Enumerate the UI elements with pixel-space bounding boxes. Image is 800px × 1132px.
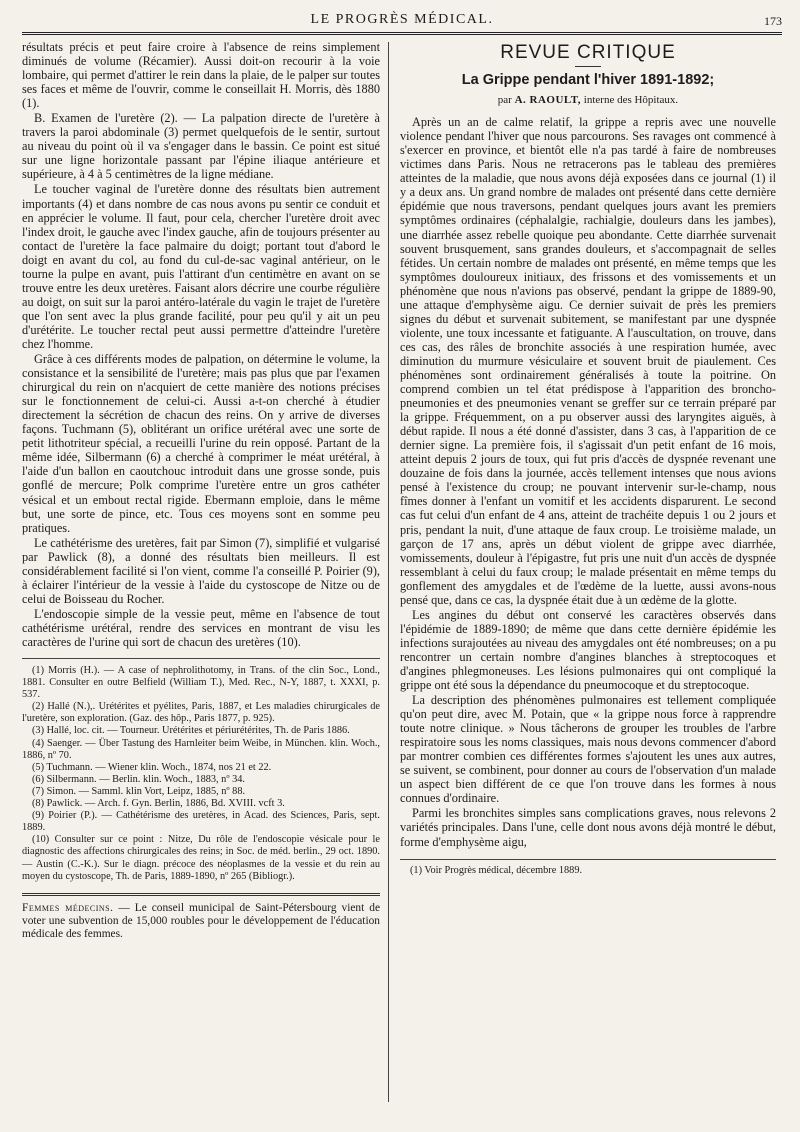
footnote: (10) Consulter sur ce point : Nitze, Du rôle de l'endoscopie vésicale pour le diagnostic des affections chirurgicales des reins; in Soc. de méd. berlin., 29 oct. 1890. — Austin (C.-K.). Sur le diagn. précoce des néoplasmes de la vessie et du rein au moyen du cystoscope, Th. de Paris, 1889-1890, nº 265 (Bibliogr.).: [22, 834, 380, 882]
right-column: [400, 40, 776, 877]
byline-author: A. RAOULT,: [514, 94, 582, 107]
footnote: (1) Morris (H.). — A case of nephrolithotomy, in Trans. of the clin Soc., Lond., 1881. Consulter en outre Belfield (William T.), Med. Rec., N-Y, 1887, t. XXXI, p. 537.: [22, 665, 380, 701]
paragraph: Parmi les bronchites simples sans complications graves, nous relevons 2 variétés principales. Dans l'une, celle dont nous avons déjà montré le début, forme d'emphysème aigu,: [400, 806, 776, 849]
footnote: (2) Hallé (N.),. Urétérites et pyélites, Paris, 1887, et Les maladies chirurgicales de l'uretère, son exploration. (Gaz. des hôp., Paris 1877, p. 925).: [22, 701, 380, 725]
paragraph: résultats précis et peut faire croire à l'absence de reins simplement diminués de volume (Récamier). Aussi doit-on recourir à la voie lombaire, qui permet d'attirer le rein dans la plaie, de le palper sur toutes ses faces et même de l'ouvrir, comme le conseillait H. Morris, dès 1880 (1).: [22, 40, 380, 111]
footnote: (9) Poirier (P.). — Cathétérisme des uretères, in Acad. des Sciences, Paris, sept. 1889.: [22, 810, 380, 834]
paragraph: Le cathétérisme des uretères, fait par Simon (7), simplifié et vulgarisé par Pawlick (8), a donné des résultats bien meilleurs. Il est considérablement facilité si l'on vient, comme l'a conseillé P. Poirier (9), à éclairer l'intérieur de la vessie à l'aide du cystoscope de Nitze ou de celui de Boisseau du Rocher.: [22, 535, 380, 606]
column-rule: [388, 42, 389, 1102]
footnote: (1) Voir Progrès médical, décembre 1889.: [410, 864, 583, 876]
byline: [400, 93, 776, 107]
paragraph: Après un an de calme relatif, la grippe a repris avec une nouvelle violence pendant l'hiver que nous parcourons. Ses ravages ont commencé à s'exercer en province, et bientôt elle n'a pas tardé à faire de nombreuses victimes dans Paris. Nous ne retracerons pas le tableau des premières atteintes de la maladie, que nous avons déjà exposées dans ce journal (1) il y a deux ans. Un grand nombre de malades ont présenté dans cette dernière épidémie que nous traversons, pendant quelques jours avant les premiers symptômes ordinaires (céphalalgie, rachialgie, douleurs dans les jambes), une diarrhée assez rebelle quoique peu abondante. Cette diarrhée survenait souvent brusquement, sans grandes douleurs, et s'accompagnait de selles fétides. Un certain nombre de malades ont présenté, en même temps que les symptômes douloureux initiaux, des frissons et des vomissements et un phénomène que nous n'avions pas observé, pendant la grippe de 1889-90, une attaque d'emphysème aigu. Ce dernier suivait de près les premiers signes du début et survenait subitement, se manifestant par une dyspnée violente, une toux incessante et fatiguante. A l'auscultation, on trouve, dans ces cas, des râles de bronchite associés à une respiration humée, avec diminution du murmure vésiculaire et souvent bruit de piaulement. Ces phénomènes sont ordinairement généralisés à toute la poitrine. On comprend combien un tel état prédispose à l'apparition des broncho-pneumonies et des pneumonies venant se greffer sur ce terrain préparé par la grippe. Fréquemment, on a pu observer aussi des laryngites aiguës, à début rapide. Il nous a été donné d'assister, dans 3 cas, à l'apparition de ce dernier signe. La première fois, il s'agissait d'un petit enfant de 16 mois, atteint depuis 2 jours de toux, qui fut pris d'accès de dyspnée revenant une douzaine de fois dans la journée, accès tellement intenses que nous avions pensé à l'existence du croup; ne pouvant intervenir sur-le-champ, nous fîmes donner à l'enfant un vomitif et les accidents disparurent. Le second cas fut celui d'un enfant de 4 ans, atteint de trachéite depuis 1 ou 2 jours et pris, pendant la nuit, d'une attaque de faux croup. Le troisième malade, un garçon de 17 ans, après un début violent de grippe avec diarrhée, vomissements, douleur à l'épigastre, fut pris une nuit d'un accès de dyspnée ressemblant à celui du faux croup; le malade présentait en même temps du gonflement des amygdales et de l'œdème de la luette, aussi avons-nous pensé que, dans ce cas, la dyspnée était due à un œdème de la glotte.: [400, 115, 776, 607]
footnote: (7) Simon. — Samml. klin Vort, Leipz, 1885, nº 88.: [32, 785, 246, 797]
paragraph: L'endoscopie simple de la vessie peut, même en l'absence de tout cathétérisme urétéral, rendre des services en montrant de visu les caractères de l'urine qui sort de chacun des uretères (10).: [22, 606, 380, 649]
paragraph: Le toucher vaginal de l'uretère donne des résultats bien autrement importants (4) et dans nombre de cas nous avons pu sentir ce conduit et en apprécier le volume. Il faut, pour cela, chercher l'uretère droit avec l'index droit, le gauche avec l'index gauche, afin de toujours présenter au contact de l'uretère la face palmaire du doigt; portant tout d'abord le doigt en avant du col, au fond du cul-de-sac vaginal antérieur, on le tourne la pulpe en avant, puis l'attirant d'un centimètre en avant on se trouve entre les deux uretères. Faisant alors décrire une courbe régulière au doigt, on suit sur la paroi antéro-latérale du vagin le trajet de l'uretère que l'on sent avec la plus grande facilité, pour peu qu'il y ait un peu d'urétérite. Le toucher rectal peut aussi permettre d'atteindre l'uretère chez l'homme.: [22, 182, 380, 351]
title-dash: [575, 66, 601, 67]
paragraph: Les angines du début ont conservé les caractères observés dans l'épidémie de 1889-1890; de même que dans cette dernière épidémie les infections surajoutées au niveau des amygdales ont été nombreuses; on a pu rencontrer un certain nombre d'angines blanches à streptocoques et d'angines phlegmoneuses. Les lésions pulmonaires qui ont compliqué la grippe ont été sous la dépendance du pneumocoque et du streptocoque.: [400, 607, 776, 693]
page-header: [22, 8, 782, 35]
footnote-separator: [400, 859, 776, 860]
notice-text: — Le conseil municipal de Saint-Pétersbourg vient de voter une subvention de 15,000 roubles pour le développement de l'éducation médicale des femmes.: [22, 901, 380, 940]
byline-prefix: par: [497, 94, 512, 107]
notice-separator: [22, 893, 380, 896]
page-number: 173: [764, 14, 782, 28]
footnote-separator: [22, 658, 380, 659]
paragraph: B. Examen de l'uretère (2). — La palpation directe de l'uretère à travers la paroi abdominale (3) permet quelquefois de le sentir, surtout au niveau du point où il va s'engager dans le bassin. Ce point est situé sur une ligne horizontale passant par l'épine iliaque antérieure et supérieure, à 4 à 5 centimètres de la ligne médiane.: [22, 111, 380, 182]
news-notice: [22, 902, 380, 941]
footnote: (6) Silbermann. — Berlin. klin. Woch., 1883, nº 34.: [32, 773, 245, 785]
article-title: La Grippe pendant l'hiver 1891-1892;: [461, 72, 715, 89]
notice-lead: Femmes médecins.: [22, 901, 114, 914]
footnote: (3) Hallé, loc. cit. — Tourneur. Urétérites et périurétérites, Th. de Paris 1886.: [32, 725, 350, 737]
footnote: (5) Tuchmann. — Wiener klin. Woch., 1874, nos 21 et 22.: [32, 761, 272, 773]
footnote: (4) Saenger. — Über Tastung des Harnleiter beim Weibe, in München. klin. Woch., 1886, nº 70.: [22, 737, 380, 761]
paragraph: La description des phénomènes pulmonaires est tellement compliquée qu'on peut dire, avec M. Potain, que « la grippe nous force à rapprendre toute notre clinique. » Nous tâcherons de grouper les troubles de l'arbre respiratoire sous les noms classiques, mais nous devons commencer d'abord par montrer combien ces différentes formes s'ajoutent les unes aux autres, se suivent, se combinent, pour donner au cours de l'observation d'un malade un aspect bien différent de ce que l'on trouve dans les formes à nous connues d'ordinaire.: [400, 693, 776, 806]
section-title: REVUE CRITIQUE: [500, 42, 676, 63]
footnote: (8) Pawlick. — Arch. f. Gyn. Berlin, 1886, Bd. XVIII. vcft 3.: [32, 798, 285, 810]
running-title: LE PROGRÈS MÉDICAL.: [310, 12, 494, 27]
left-column: [22, 40, 380, 942]
paragraph: Grâce à ces différents modes de palpation, on détermine le volume, la consistance et la sensibilité de l'uretère; mais pas plus que par l'examen chirurgical du rein on n'acquiert de cette manière des notions précises sur le fonctionnement de celui-ci. Aussi a-t-on cherché à étudier directement la sécrétion de chacun des reins. On y arrive de diverses façons. Tuchmann (5), oblitérant un orifice urétéral avec une sorte de petit lithotriteur spécial, a recueilli l'urine du rein opposé. Partant de la même idée, Silbermann (6) a cherché à comprimer le méat urétéral, à l'aide d'un ballon en caoutchouc introduit dans une grosse sonde, puis gonflé de mercure; Polk comprime l'uretère entre un gros cathéter vésical et un embout rectal rigide. Ebermann emploie, dans le même but, une sorte de pince, etc. Tous ces moyens sont en somme peu pratiques.: [22, 352, 380, 535]
byline-suffix: interne des Hôpitaux.: [583, 94, 679, 107]
